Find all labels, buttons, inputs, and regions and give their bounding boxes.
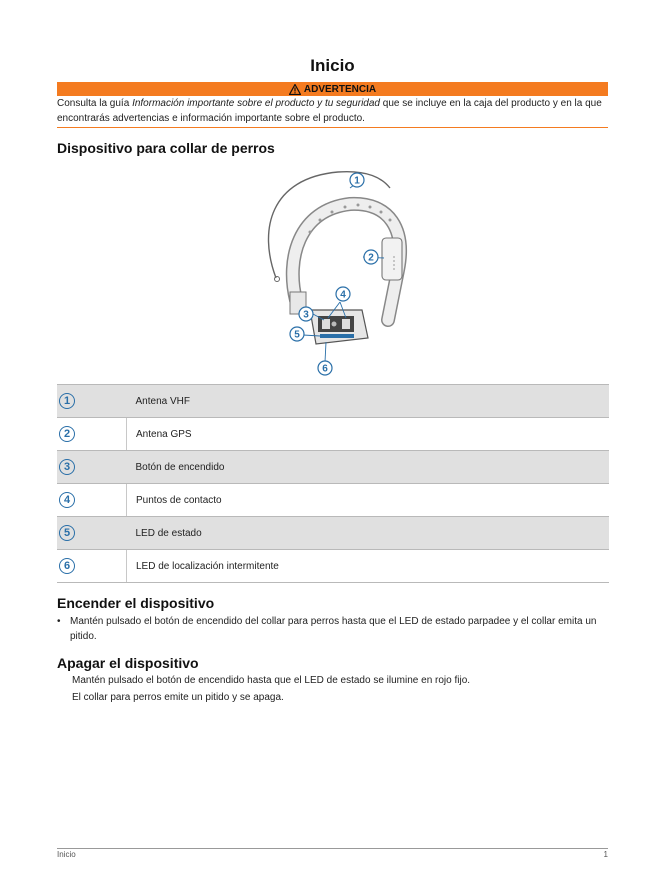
svg-text:4: 4: [340, 289, 346, 301]
part-label: LED de estado: [127, 517, 610, 550]
power-on-heading: Encender el dispositivo: [57, 595, 215, 611]
callout-5: [290, 327, 304, 341]
svg-text:2: 2: [368, 252, 374, 264]
gps-antenna-module: [382, 238, 402, 280]
callout-2: [364, 250, 378, 264]
footer-divider: [57, 848, 608, 849]
part-label: Antena VHF: [127, 385, 610, 418]
table-row: [57, 517, 609, 550]
callout-number: 4: [59, 492, 75, 508]
power-off-step1: Mantén pulsado el botón de encendido hasta que el LED de estado se ilumine en rojo fijo.: [72, 675, 471, 686]
table-row: [57, 451, 609, 484]
parts-table: [57, 384, 609, 583]
svg-text:1: 1: [354, 175, 360, 187]
bullet: •: [57, 616, 61, 627]
callout-3: [299, 307, 313, 321]
power-on-step: [57, 615, 608, 644]
table-row: [57, 484, 609, 517]
dog-collar-illustration: [250, 160, 420, 380]
callout-4: [336, 287, 350, 301]
warning-triangle-icon: [289, 84, 301, 95]
part-label: Antena GPS: [127, 418, 610, 451]
power-off-step2: El collar para perros emite un pitido y se apaga.: [72, 692, 284, 703]
warning-banner: [57, 82, 608, 96]
svg-text:6: 6: [322, 363, 328, 375]
device-heading: Dispositivo para collar de perros: [57, 140, 275, 156]
page-title: Inicio: [310, 56, 355, 75]
part-label: LED de localización intermitente: [127, 550, 610, 583]
table-row: [57, 550, 609, 583]
callout-number: 3: [59, 459, 75, 475]
table-row: [57, 385, 609, 418]
callout-1: [350, 173, 364, 187]
warning-text: Consulta la guía Información importante sobre el producto y tu seguridad que se incluye en la caja del producto y en la que encontrarás advertencias e información importante sobre el producto.: [57, 97, 608, 128]
warning-label: ADVERTENCIA: [303, 83, 377, 95]
safety-guide-title: Información importante sobre el producto y tu seguridad: [132, 98, 380, 109]
callout-number: 1: [59, 393, 75, 409]
table-row: [57, 418, 609, 451]
footer-page-number: 1: [603, 850, 608, 859]
footer-section: Inicio: [57, 850, 76, 859]
power-off-heading: Apagar el dispositivo: [57, 655, 199, 671]
svg-text:5: 5: [294, 329, 300, 341]
part-label: Puntos de contacto: [127, 484, 610, 517]
power-on-text: Mantén pulsado el botón de encendido del collar para perros hasta que el LED de estado parpadee y el collar emita un pitido.: [70, 616, 597, 642]
callout-6: [318, 361, 332, 375]
callout-number: 2: [59, 426, 75, 442]
svg-text:3: 3: [303, 309, 309, 321]
callout-number: 5: [59, 525, 75, 541]
callout-number: 6: [59, 558, 75, 574]
part-label: Botón de encendido: [127, 451, 610, 484]
